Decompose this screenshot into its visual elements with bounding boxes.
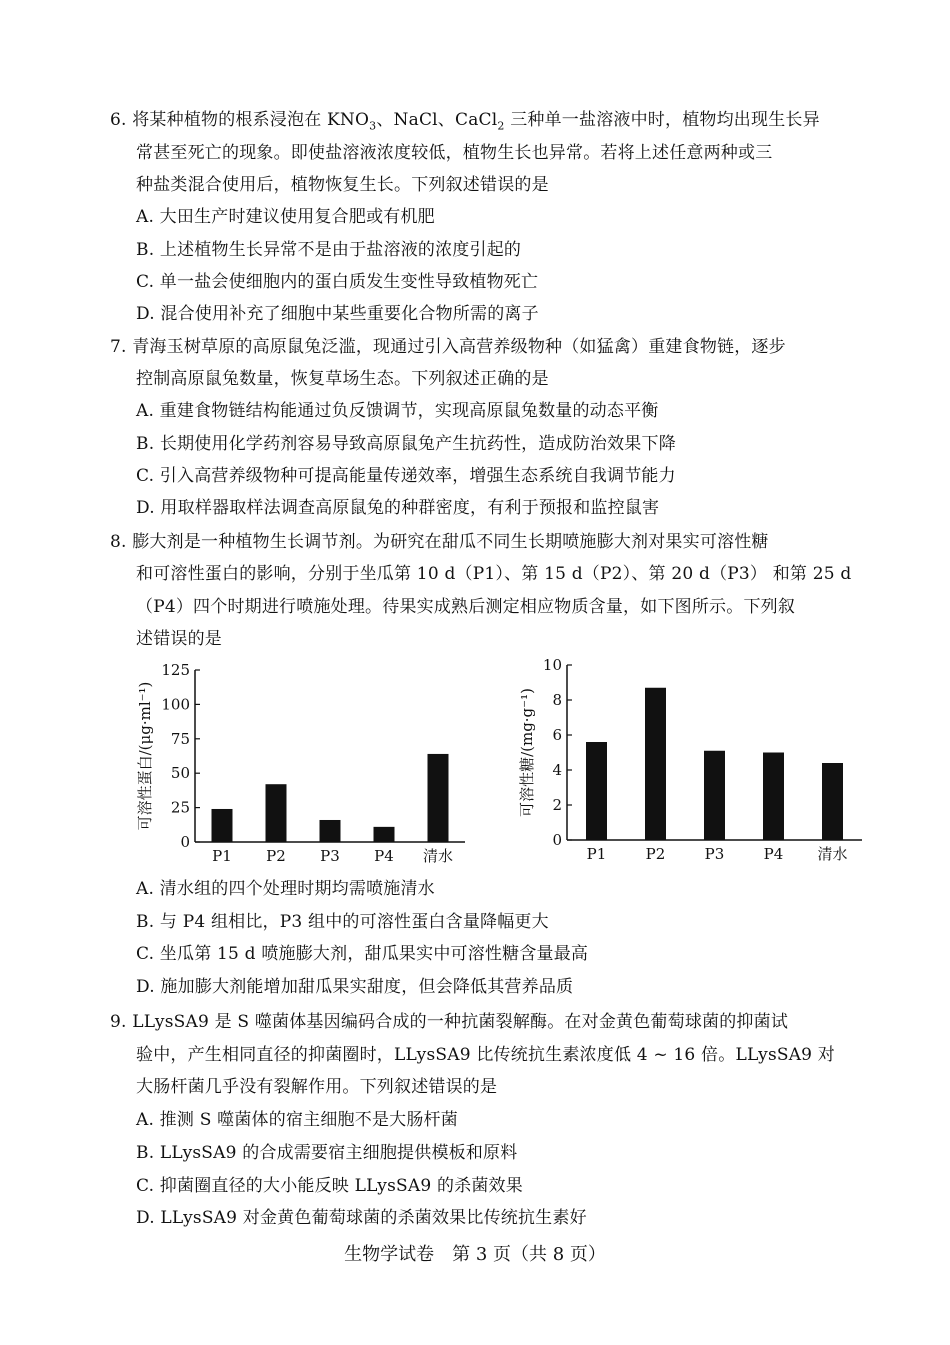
question-6-line-3: 种盐类混合使用后，植物恢复生长。下列叙述错误的是 [136,175,549,195]
question-6-line-1: 6. 将某种植物的根系浸泡在 $KNO_3$、NaCl、CaCl$_2$ 三种单一盐溶液中时，植物均出现生长异 [110,110,820,133]
question-8-line-1: 8. 膨大剂是一种植物生长调节剂。为研究在甜瓜不同生长期喷施膨大剂对果实可溶性糖 [110,532,769,552]
chart-0-x-tick-label: 清水 [422,847,454,865]
chart-1-x-tick-label: P3 [704,845,725,863]
chart-0-bar-清水 [428,754,449,842]
chart-0-y-tick-label: 125 [161,661,190,679]
chart-1-x-tick-label: P2 [645,845,666,863]
question-7-option-b: B. 长期使用化学药剂容易导致高原鼠兔产生抗药性，造成防治效果下降 [136,434,676,454]
question-9-option-b: B. LLysSA9 的合成需要宿主细胞提供模板和原料 [136,1143,518,1163]
chart-1-bar-P2 [645,688,666,840]
question-9-line-1: 9. LLysSA9 是 S 噬菌体基因编码合成的一种抗菌裂解酶。在对金黄色葡萄球菌的抑菌试 [110,1012,789,1032]
chart-1-y-tick-label: 4 [552,761,562,779]
question-7-line-2: 控制高原鼠兔数量，恢复草场生态。下列叙述正确的是 [136,369,549,389]
chart-0-x-tick-label: P2 [266,847,286,865]
chart-0-bar-P1 [212,809,233,842]
question-6-option-d: D. 混合使用补充了细胞中某些重要化合物所需的离子 [136,304,539,324]
question-6-option-c: C. 单一盐会使细胞内的蛋白质发生变性导致植物死亡 [136,272,539,292]
chart-1-x-tick-label: P1 [586,845,607,863]
question-8-line-2: 和可溶性蛋白的影响，分别于坐瓜第 10 d（P1）、第 15 d（P2）、第 20 d（P3） 和第 25 d [136,564,852,584]
question-6-option-b: B. 上述植物生长异常不是由于盐溶液的浓度引起的 [136,240,522,260]
question-9-line-3: 大肠杆菌几乎没有裂解作用。下列叙述错误的是 [136,1077,498,1097]
question-7-option-c: C. 引入高营养级物种可提高能量传递效率，增强生态系统自我调节能力 [136,466,676,486]
chart-0-x-tick-label: P1 [212,847,232,865]
question-8-option-b: B. 与 P4 组相比，P3 组中的可溶性蛋白含量降幅更大 [136,912,549,932]
chart-0-y-tick-label: 0 [180,833,190,851]
protein-bar-chart [130,655,480,870]
question-6-line-2: 常甚至死亡的现象。即使盐溶液浓度较低，植物生长也异常。若将上述任意两种或三 [136,143,773,163]
chart-1-bar-P1 [586,742,607,840]
question-7-line-1: 7. 青海玉树草原的高原鼠兔泛滥，现通过引入高营养级物种（如猛禽）重建食物链，逐步 [110,337,786,357]
chart-1-x-tick-label: 清水 [817,845,848,863]
chart-1-y-tick-label: 10 [542,656,562,674]
chart-1-y-label: 可溶性糖/(mg·g⁻¹) [518,688,536,817]
chart-0-bar-P4 [374,827,395,842]
question-9-option-c: C. 抑菌圈直径的大小能反映 LLysSA9 的杀菌效果 [136,1176,523,1196]
sugar-bar-chart [512,655,872,870]
question-6-option-a: A. 大田生产时建议使用复合肥或有机肥 [136,207,435,227]
question-9-option-d: D. LLysSA9 对金黄色葡萄球菌的杀菌效果比传统抗生素好 [136,1208,587,1228]
chart-0-bar-P2 [266,784,287,842]
question-8-option-c: C. 坐瓜第 15 d 喷施膨大剂，甜瓜果实中可溶性糖含量最高 [136,944,589,964]
chart-0-x-tick-label: P4 [374,847,394,865]
question-9-option-a: A. 推测 S 噬菌体的宿主细胞不是大肠杆菌 [136,1110,458,1130]
question-8-option-d: D. 施加膨大剂能增加甜瓜果实甜度，但会降低其营养品质 [136,977,574,997]
chart-1-bar-P4 [763,753,784,841]
chart-1-y-tick-label: 6 [552,726,562,744]
chart-0-x-tick-label: P3 [320,847,340,865]
chart-0-bar-P3 [320,820,341,842]
question-9-line-2: 验中，产生相同直径的抑菌圈时，LLysSA9 比传统抗生素浓度低 4 ~ 16 倍。LLysSA9 对 [136,1045,836,1065]
chart-1-bar-清水 [822,763,843,840]
chart-0-y-tick-label: 100 [161,695,190,714]
chart-1-y-tick-label: 2 [552,796,562,814]
question-7-option-d: D. 用取样器取样法调查高原鼠兔的种群密度，有利于预报和监控鼠害 [136,498,660,518]
chart-0-y-tick-label: 75 [170,729,190,748]
page-footer: 生物学试卷 第 3 页（共 8 页） [344,1244,606,1265]
chart-1-y-tick-label: 0 [552,831,562,849]
question-8-option-a: A. 清水组的四个处理时期均需喷施清水 [136,879,435,899]
chart-1-x-tick-label: P4 [763,845,784,863]
chart-1-bar-P3 [704,751,725,840]
chart-0-y-tick-label: 25 [170,798,190,817]
chart-1-y-tick-label: 8 [552,691,562,709]
chart-0-y-tick-label: 50 [170,764,190,783]
question-8-line-4: 述错误的是 [136,629,222,649]
question-8-line-3: （P4）四个时期进行喷施处理。待果实成熟后测定相应物质含量，如下图所示。下列叙 [136,597,796,617]
chart-0-y-label: 可溶性蛋白/(μg·ml⁻¹) [136,681,154,831]
question-7-option-a: A. 重建食物链结构能通过负反馈调节，实现高原鼠兔数量的动态平衡 [136,401,659,421]
